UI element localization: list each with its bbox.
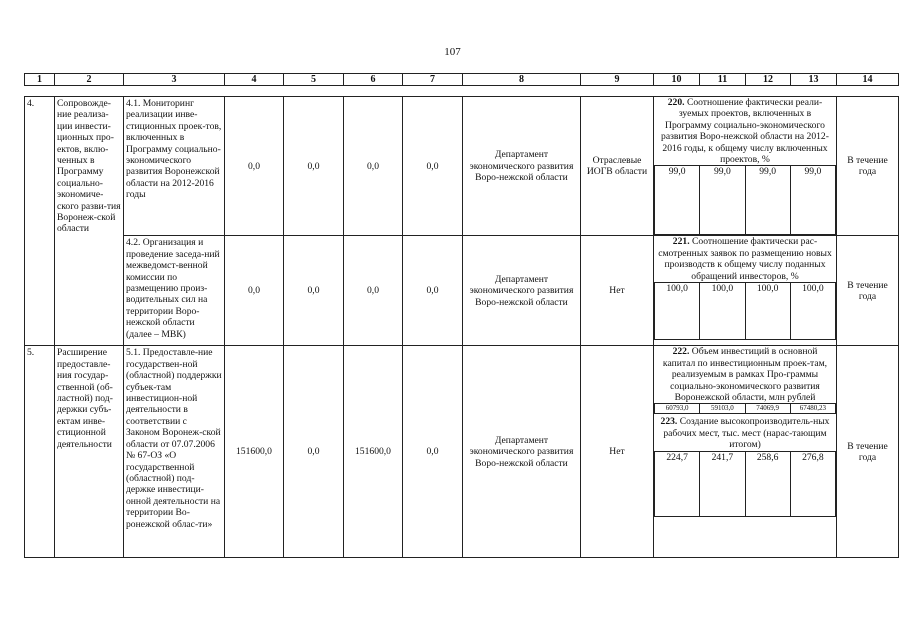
header-col-11: 11 <box>700 74 746 86</box>
funding-col-5: 0,0 <box>284 346 344 558</box>
indicator-values <box>654 451 836 517</box>
co-executor: Отраслевые ИОГВ области <box>581 97 654 236</box>
executor: Департамент экономического развития Воро-нежской области <box>463 346 581 558</box>
header-col-9: 9 <box>581 74 654 86</box>
co-executor: Нет <box>581 346 654 558</box>
funding-col-4: 0,0 <box>225 97 284 236</box>
column-number-header <box>24 73 899 86</box>
table-row <box>25 346 899 558</box>
header-col-13: 13 <box>791 74 837 86</box>
indicator-value: 99,0 <box>745 166 790 235</box>
executor: Департамент экономического развития Воро-нежской области <box>463 236 581 346</box>
indicator-cell <box>654 346 837 558</box>
activity-name: 5.1. Предоставле-ние государствен-ной (областной) поддержки субъек-там инвестицион-ной деятельности в соответствии с Законом Воронеж-ской области от 07.07.2006 № 67-ОЗ «О государственной (областной) под-держке инвестици-онной деятельности на территории Во-ронежской облас-ти» <box>124 346 225 558</box>
funding-col-6: 151600,0 <box>344 346 403 558</box>
executor: Департамент экономического развития Воро-нежской области <box>463 97 581 236</box>
indicator-id: 223. <box>660 416 678 428</box>
header-col-12: 12 <box>746 74 791 86</box>
indicator-value: 258,6 <box>745 451 790 516</box>
funding-col-5: 0,0 <box>284 97 344 236</box>
indicator-text: Объем инвестиций в основной капитал по инвестиционным проек-там, реализуемым в рамках Про-граммы социально-экономического развития Воронежской области, млн рублей <box>662 346 828 404</box>
header-col-4: 4 <box>225 74 284 86</box>
indicator-value: 100,0 <box>700 283 745 340</box>
term: В течение года <box>837 236 899 346</box>
indicator-value: 276,8 <box>790 451 835 516</box>
indicator-text: Соотношение фактически рас-смотренных заявок по размещению новых производств к общему числу поданных обращений инвесторов, % <box>658 236 832 282</box>
indicator-cell <box>654 236 837 346</box>
funding-col-4: 0,0 <box>225 236 284 346</box>
measure-name: Сопровожде-ние реализа-ции инвести-ционных про-ектов, вклю-ченных в Программу социально-экономиче-ского разви-тия Воронеж-ской области <box>55 97 124 346</box>
indicator-value: 100,0 <box>745 283 790 340</box>
header-col-10: 10 <box>654 74 700 86</box>
header-col-3: 3 <box>124 74 225 86</box>
indicator-values <box>654 282 836 340</box>
indicator-values <box>654 165 836 235</box>
header-col-2: 2 <box>55 74 124 86</box>
indicator-value: 59103,0 <box>700 404 745 414</box>
indicator-text: Создание высокопроизводитель-ных рабочих мест, тыс. мест (нарас-тающим итогом) <box>663 416 830 451</box>
indicator-value: 60793,0 <box>655 404 700 414</box>
header-col-1: 1 <box>25 74 55 86</box>
funding-col-6: 0,0 <box>344 236 403 346</box>
funding-col-7: 0,0 <box>403 97 463 236</box>
activity-name: 4.2. Организация и проведение заседа-ний межведомст-венной комиссии по размещению произ-водительных сил на территории Воро-нежской области (далее – МВК) <box>124 236 225 346</box>
indicator-description <box>654 416 836 450</box>
header-col-5: 5 <box>284 74 344 86</box>
indicator-description <box>654 236 836 282</box>
indicator-value: 100,0 <box>790 283 835 340</box>
indicator-value: 67480,23 <box>790 404 835 414</box>
table-row <box>25 97 899 236</box>
measure-name: Расширение предоставле-ния государ-ственной (об-ластной) под-держки субъ-ектам инве-стиционной деятельности <box>55 346 124 558</box>
row-number: 4. <box>25 97 55 346</box>
term: В течение года <box>837 346 899 558</box>
indicator-values <box>654 403 836 414</box>
indicator-id: 221. <box>672 236 690 248</box>
table-row <box>25 236 899 346</box>
indicator-value: 74069,9 <box>745 404 790 414</box>
indicator-description <box>654 97 836 165</box>
header-col-8: 8 <box>463 74 581 86</box>
indicator-id: 220. <box>667 97 685 108</box>
term: В течение года <box>837 97 899 236</box>
indicator-value: 241,7 <box>700 451 745 516</box>
indicator-value: 99,0 <box>700 166 745 235</box>
funding-col-5: 0,0 <box>284 236 344 346</box>
header-col-7: 7 <box>403 74 463 86</box>
activity-name: 4.1. Мониторинг реализации инве-стиционных проек-тов, включенных в Программу социально-экономического развития Воронежской области на 2012-2016 годы <box>124 97 225 236</box>
funding-col-6: 0,0 <box>344 97 403 236</box>
page-number: 107 <box>444 46 461 58</box>
indicator-id: 222. <box>672 346 690 358</box>
indicator-description <box>654 346 836 403</box>
header-col-14: 14 <box>837 74 899 86</box>
co-executor: Нет <box>581 236 654 346</box>
funding-col-7: 0,0 <box>403 236 463 346</box>
indicator-value: 99,0 <box>655 166 700 235</box>
row-number: 5. <box>25 346 55 558</box>
funding-col-7: 0,0 <box>403 346 463 558</box>
funding-col-4: 151600,0 <box>225 346 284 558</box>
header-col-6: 6 <box>344 74 403 86</box>
indicator-text: Соотношение фактически реали-зуемых проектов, включенных в Программу социально-экономического развития Воро-нежской области на 2012-2016 годы, к общему числу включенных проектов, % <box>661 97 829 166</box>
indicator-value: 224,7 <box>655 451 700 516</box>
indicator-value: 99,0 <box>790 166 835 235</box>
program-measures-table <box>24 96 899 558</box>
indicator-cell <box>654 97 837 236</box>
indicator-value: 100,0 <box>655 283 700 340</box>
